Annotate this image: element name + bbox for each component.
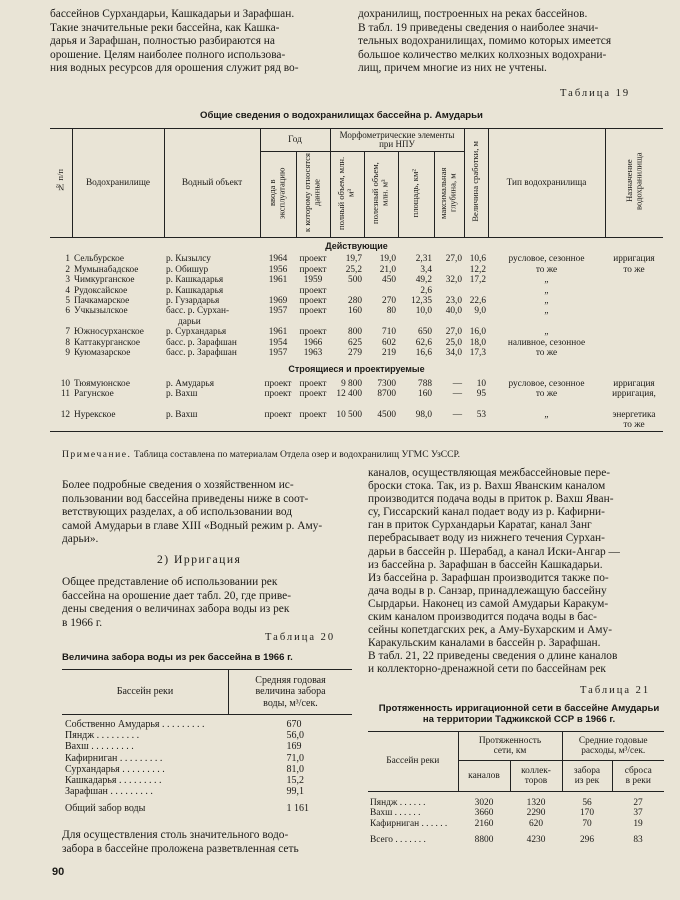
- header-year-data: к которому относятся данные: [302, 153, 322, 233]
- useful-volume: 19,0: [379, 254, 396, 265]
- table19-title: Общие сведения о водохранилищах бассейна р. Амударьи: [200, 110, 483, 121]
- basin-name: Зарафшан . . . . . . . . .: [65, 786, 153, 798]
- basin-name: Кафирниган . . . . . . . . .: [65, 752, 163, 764]
- row-number: 4: [65, 285, 70, 296]
- area: 650: [418, 327, 432, 338]
- full-volume: 9 800: [341, 378, 362, 389]
- table19-label: Таблица 19: [560, 88, 631, 99]
- note-text: Таблица составлена по материалам Отдела озер и водохранилищ УГМС УзССР.: [133, 449, 461, 460]
- water-body: р. Вахш: [166, 409, 198, 420]
- drawdown: 10: [476, 378, 486, 389]
- table21: [368, 731, 664, 846]
- purpose-continued: то же: [623, 420, 645, 431]
- table19-row: [50, 327, 663, 337]
- purpose: ирригация: [613, 254, 655, 265]
- useful-volume: 270: [382, 296, 396, 307]
- max-depth: —: [452, 378, 462, 389]
- drawdown: 22,6: [469, 296, 486, 307]
- collectors-length: 1320: [526, 798, 546, 808]
- water-body: р. Кашкадарья: [166, 275, 224, 286]
- year-data: проект: [299, 327, 327, 338]
- year-data: проект: [299, 378, 327, 389]
- row-number: 5: [65, 296, 70, 307]
- year-commissioned: 1964: [268, 254, 288, 265]
- full-volume: 19,7: [345, 254, 362, 265]
- heading-irrigation: 2) Ирригация: [157, 553, 242, 566]
- max-depth: 27,0: [445, 327, 462, 338]
- table19-note: [62, 449, 460, 460]
- reservoir-type: „: [544, 296, 549, 307]
- purpose: [605, 306, 663, 327]
- canals-length: 2160: [474, 818, 494, 829]
- area: 98,0: [415, 409, 432, 420]
- table19-row: [50, 389, 663, 399]
- row-number: 11: [61, 389, 70, 400]
- irrigation-paragraph: Общее представление об использовании рек бассейна на орошение дает табл. 20, где приве- дены сведения о величинах забора воды из рек в 1966 г.: [62, 576, 291, 629]
- max-depth: 27,0: [445, 254, 462, 265]
- intake-flow: 70: [582, 818, 592, 829]
- intake-value: 71,0: [286, 752, 304, 764]
- header-river: Водный объект: [164, 129, 260, 238]
- header-area: площадь, км²: [410, 168, 421, 218]
- max-depth: —: [452, 389, 462, 400]
- year-commissioned: [260, 286, 296, 296]
- reservoir-type: „: [544, 409, 549, 420]
- basin-name: Вахш . . . . . .: [370, 808, 421, 819]
- row-number: 3: [65, 275, 70, 286]
- max-depth: [434, 286, 464, 296]
- drawdown: 17,2: [469, 275, 486, 286]
- discharge-flow: 83: [633, 835, 643, 846]
- table19-row: [50, 296, 663, 306]
- useful-volume: 602: [382, 337, 396, 348]
- t20-total-name: Общий забор воды: [65, 803, 146, 815]
- intake-flow: 170: [579, 808, 595, 819]
- year-data: проект: [299, 254, 327, 265]
- reservoir-name: Рагунское: [74, 389, 114, 400]
- year-data: проект: [299, 296, 327, 307]
- header-morpho: Морфометрические элементы при НПУ: [330, 129, 464, 152]
- max-depth: 40,0: [445, 306, 462, 317]
- water-body-continued: дарьи: [178, 316, 201, 327]
- discharge-flow: 27: [633, 798, 643, 808]
- area: 2,6: [420, 285, 432, 296]
- drawdown: 16,0: [469, 327, 486, 338]
- basin-name: Вахш . . . . . . . . .: [65, 741, 134, 753]
- t21-group-length: Протяженность сети, км: [458, 732, 562, 761]
- area: 3,4: [420, 264, 432, 275]
- purpose: то же: [623, 264, 645, 275]
- basin-name: Пяндж . . . . . . . . .: [65, 730, 140, 742]
- table20-row: [62, 715, 352, 731]
- area: 12,35: [411, 296, 432, 307]
- header-type: Тип водохранилища: [488, 129, 605, 238]
- t21-sub-discharge: сброса в реки: [612, 761, 664, 792]
- header-drawdown: Величина сработки, м: [470, 140, 481, 222]
- table21-row: [368, 829, 664, 845]
- table21-row: [368, 819, 664, 829]
- full-volume: 279: [348, 348, 362, 359]
- table19-row: [50, 306, 663, 327]
- header-purpose: Назначение водохранилища: [623, 152, 644, 211]
- purpose: [605, 348, 663, 358]
- table19-existing-rows: [50, 254, 663, 358]
- purpose: ирригация,: [612, 389, 656, 400]
- max-depth: 34,0: [445, 348, 462, 359]
- t21-sub-collectors: коллек- торов: [510, 761, 562, 792]
- year-commissioned: 1969: [268, 296, 288, 307]
- table19-planned-rows: [50, 379, 663, 431]
- reservoir-type: русловое, сезонное: [508, 254, 585, 265]
- water-body: басс. р. Сурхан- дарьи: [164, 306, 260, 327]
- section-planned: Строящиеся и проектируемые: [288, 364, 425, 375]
- water-body: р. Вахш: [166, 389, 198, 400]
- intake-value: 99,1: [286, 786, 304, 798]
- table20-title: Величина забора воды из рек бассейна в 1966 г.: [62, 652, 293, 663]
- area: 16,6: [415, 348, 432, 359]
- row-number: 6: [65, 306, 70, 317]
- purpose: [605, 327, 663, 337]
- year-commissioned: 1961: [268, 275, 288, 286]
- purpose: ирригация: [613, 378, 655, 389]
- useful-volume: 21,0: [379, 264, 396, 275]
- header-useful: полезный объем, млн. м³: [370, 161, 390, 224]
- t21-sub-canals: каналов: [458, 761, 510, 792]
- row-number: 10: [60, 378, 70, 389]
- table20-row: [62, 730, 352, 741]
- water-body: р. Амударья: [166, 378, 214, 389]
- year-commissioned: 1957: [268, 348, 288, 359]
- year-data: проект: [299, 264, 327, 275]
- intake-value: 15,2: [286, 775, 304, 787]
- reservoir-name: Учкызылское: [74, 306, 128, 317]
- water-body: р. Обишур: [166, 264, 209, 275]
- purpose: [605, 275, 663, 285]
- reservoir-name: Пачкамарское: [74, 296, 130, 307]
- reservoir-type: русловое, сезонное: [508, 378, 585, 389]
- table19-row: [50, 254, 663, 264]
- row-number: 9: [65, 348, 70, 359]
- water-body: р. Сурхандарья: [166, 327, 227, 338]
- t20-total-value: 1 161: [286, 803, 309, 815]
- intake-flow: 296: [579, 835, 595, 846]
- useful-volume: 7300: [377, 378, 396, 389]
- year-commissioned: 1957: [268, 306, 288, 317]
- table21-row: [368, 808, 664, 818]
- table19-row: [50, 348, 663, 358]
- year-commissioned: проект: [264, 378, 292, 389]
- drawdown: [464, 286, 488, 296]
- top-left-paragraph: бассейнов Сурхандарьи, Кашкадарьи и Зарафшан. Такие значительные реки бассейна, как Кашка- дарья и Зарафшан, полностью разбираются на орошение. Целям наиболее полного использова- ния водных ресурсов для орошения служит ряд во-: [50, 8, 299, 75]
- reservoir-type: то же: [535, 264, 558, 275]
- max-depth: —: [452, 409, 462, 420]
- intake-value: 169: [286, 741, 302, 753]
- table19-row: [50, 400, 663, 431]
- table20-row: [62, 786, 352, 797]
- year-commissioned: 1954: [268, 337, 288, 348]
- water-body: р. Кызылсу: [166, 254, 211, 265]
- top-right-paragraph: дохранилищ, построенных на реках бассейнов. В табл. 19 приведены сведения о наиболее значи- тельных водохранилищах, помимо которых имеется большое количество мелких колхозных водохрани- лищ, причем многие из них не учтены.: [358, 8, 612, 75]
- bottom-left-paragraph: Для осуществления столь значительного водо- забора в бассейне проложена разветвленная сеть: [62, 829, 299, 855]
- useful-volume: 710: [382, 327, 396, 338]
- table19-row: [50, 379, 663, 389]
- canals-length: 8800: [474, 835, 494, 846]
- year-commissioned: 1956: [268, 264, 288, 275]
- usage-paragraph: Более подробные сведения о хозяйственном ис- пользовании вод бассейна приведены ниже в соот- ветствующих разделах, а об использовании вод самой Амударьи в главе XIII «Водный режим р. Аму- дарьи».: [62, 479, 323, 546]
- discharge-flow: 19: [633, 818, 643, 829]
- full-volume: [330, 286, 364, 296]
- intake-value: 81,0: [286, 763, 304, 775]
- max-depth: 25,0: [445, 337, 462, 348]
- reservoir-name: Чимкурганское: [74, 275, 135, 286]
- reservoir-name: Южносурханское: [74, 327, 144, 338]
- header-full: полный объем, млн. м³: [336, 156, 356, 230]
- water-body: р. Кашкадарья: [166, 285, 224, 296]
- reservoir-type: то же: [535, 348, 558, 359]
- purpose: [605, 296, 663, 306]
- table19-row: [50, 338, 663, 348]
- max-depth: 23,0: [445, 296, 462, 307]
- reservoir-type: то же: [535, 389, 558, 400]
- year-data: проект: [299, 409, 327, 420]
- year-commissioned: 1961: [268, 327, 288, 338]
- max-depth: 32,0: [445, 275, 462, 286]
- canals-length: 3020: [474, 798, 494, 808]
- intake-flow: 56: [582, 798, 592, 808]
- table21-row: [368, 792, 664, 809]
- row-number: 2: [65, 264, 70, 275]
- reservoir-name: Мумынабадское: [74, 264, 139, 275]
- basin-name: Сурхандарья . . . . . . . . .: [65, 763, 165, 775]
- table20: [62, 669, 352, 815]
- collectors-length: 620: [528, 818, 544, 829]
- section-existing: Действующие: [325, 241, 388, 251]
- area: 160: [418, 389, 432, 400]
- year-data: 1963: [303, 348, 323, 359]
- header-num: № п/п: [54, 169, 65, 194]
- reservoir-type: „: [544, 327, 549, 338]
- table19-row: [50, 265, 663, 275]
- drawdown: 53: [476, 409, 486, 420]
- drawdown: 17,3: [469, 348, 486, 359]
- useful-volume: 219: [382, 348, 396, 359]
- table19-row: [50, 286, 663, 296]
- reservoir-name: Каттакурганское: [74, 337, 140, 348]
- collectors-length: 2290: [526, 808, 546, 819]
- basin-name: Кафирниган . . . . . .: [370, 818, 448, 829]
- full-volume: 800: [348, 327, 362, 338]
- table20-row: [62, 764, 352, 775]
- reservoir-name: Куюмазарское: [74, 348, 131, 359]
- water-body: басс. р. Зарафшан: [166, 348, 237, 359]
- table19: [50, 128, 663, 432]
- purpose: [605, 286, 663, 296]
- collectors-length: 4230: [526, 835, 546, 846]
- area: 10,0: [415, 306, 432, 317]
- table20-row: [62, 753, 352, 764]
- basin-name: Собственно Амударья . . . . . . . . .: [65, 719, 205, 730]
- year-data: проект: [299, 285, 327, 296]
- full-volume: 12 400: [336, 389, 362, 400]
- reservoir-type: „: [544, 306, 549, 317]
- header-year-put: ввода в эксплуатацию: [267, 167, 287, 219]
- table20-row: [62, 775, 352, 786]
- full-volume: 10 500: [336, 409, 362, 420]
- drawdown: 95: [476, 389, 486, 400]
- note-label: Примечание.: [62, 449, 132, 460]
- canals-paragraph: каналов, осуществляющая межбассейновые пере- броски стока. Так, из р. Вахш Яванским каналом производится подача воды в приток р. Вахш Яван- су, Гиссарский канал подает воду из р. Кафирни- ган в приток Сурхандарьи Каратаг, канал Занг перебрасывает воду из нижнего течения Сурхан- дарьи в бассейн р. Шерабад, а канал Иски-Ангар — из бассейна р. Зарафшан в бассейн Кашкадарьи. Из бассейна р. Зарафшан производится также по- дача воды в р. Санзар, принадлежащую бассейну Сырдарьи. Наконец из самой Амударьи Каракум- ским каналом производится подача воды в бас- сейны копетдагских рек, а Аму-Бухарским и Аму- Каракульским каналами в бассейн р. Зарафшан. В табл. 21, 22 приведены сведения о длине каналов и коллекторно-дренажной сети по бассейнам рек: [368, 467, 620, 676]
- reservoir-name: Рудоксайское: [74, 285, 128, 296]
- max-depth: [434, 265, 464, 275]
- basin-name: Всего . . . . . . .: [370, 835, 426, 846]
- full-volume: 160: [348, 306, 362, 317]
- reservoir-name: Сельбурское: [74, 254, 125, 265]
- reservoir-name: Тюямуюнское: [74, 378, 130, 389]
- basin-name: Пяндж . . . . . .: [370, 798, 426, 808]
- table21-label: Таблица 21: [580, 685, 651, 696]
- area: 62,6: [415, 337, 432, 348]
- table20-row: [62, 741, 352, 752]
- reservoir-type: „: [544, 285, 549, 296]
- drawdown: 18,0: [469, 337, 486, 348]
- header-depth: максимальная глубина, м: [438, 167, 458, 219]
- year-commissioned: проект: [264, 409, 292, 420]
- table20-rows: [62, 715, 352, 798]
- header-year: Год: [260, 129, 330, 152]
- year-data: проект: [299, 389, 327, 400]
- full-volume: 280: [348, 296, 362, 307]
- area: 49,2: [415, 275, 432, 286]
- table20-label: Таблица 20: [265, 632, 336, 643]
- area: 2,31: [415, 254, 432, 265]
- reservoir-type: „: [544, 275, 549, 286]
- row-number: 7: [65, 327, 70, 338]
- year-commissioned: проект: [264, 389, 292, 400]
- t20-col-basin: Бассейн реки: [62, 670, 229, 715]
- table21-rows: [368, 792, 664, 846]
- discharge-flow: 37: [633, 808, 643, 819]
- reservoir-type: наливное, сезонное: [507, 337, 586, 348]
- t21-group-flow: Средние годовые расходы, м³/сек.: [562, 732, 664, 761]
- row-number: 12: [60, 409, 70, 420]
- basin-name: Кашкадарья . . . . . . . . .: [65, 775, 162, 787]
- year-data: 1959: [303, 275, 323, 286]
- page-number: 90: [52, 866, 65, 878]
- water-body: р. Гузардарья: [166, 296, 220, 307]
- canals-length: 3660: [474, 808, 494, 819]
- table21-title: Протяженность ирригационной сети в бассейне Амударьи на территории Таджикской ССР в 1966 г.: [378, 703, 660, 725]
- drawdown: 9,0: [474, 306, 486, 317]
- useful-volume: 4500: [377, 409, 396, 420]
- full-volume: 625: [348, 337, 362, 348]
- purpose: [605, 338, 663, 348]
- useful-volume: [364, 286, 398, 296]
- year-data: 1966: [303, 337, 323, 348]
- t20-col-value: Средняя годовая величина забора воды, м³/сек.: [229, 670, 353, 715]
- drawdown: 10,6: [469, 254, 486, 265]
- intake-value: 56,0: [286, 730, 304, 742]
- t21-sub-intake: забора из рек: [562, 761, 612, 792]
- row-number: 1: [65, 254, 70, 265]
- intake-value: 670: [286, 719, 302, 730]
- purpose: энергетика то же: [605, 400, 663, 431]
- reservoir-name: Нурекское: [74, 409, 116, 420]
- water-body: басс. р. Зарафшан: [166, 337, 237, 348]
- full-volume: 500: [348, 275, 362, 286]
- row-number: 8: [65, 337, 70, 348]
- header-name: Водохранилище: [72, 129, 164, 238]
- useful-volume: 8700: [377, 389, 396, 400]
- full-volume: 25,2: [345, 264, 362, 275]
- drawdown: 12,2: [469, 264, 486, 275]
- t21-col-basin: Бассейн реки: [368, 732, 458, 792]
- area: 788: [418, 378, 432, 389]
- useful-volume: 80: [386, 306, 396, 317]
- year-data: проект: [299, 306, 327, 317]
- table19-row: [50, 275, 663, 285]
- useful-volume: 450: [382, 275, 396, 286]
